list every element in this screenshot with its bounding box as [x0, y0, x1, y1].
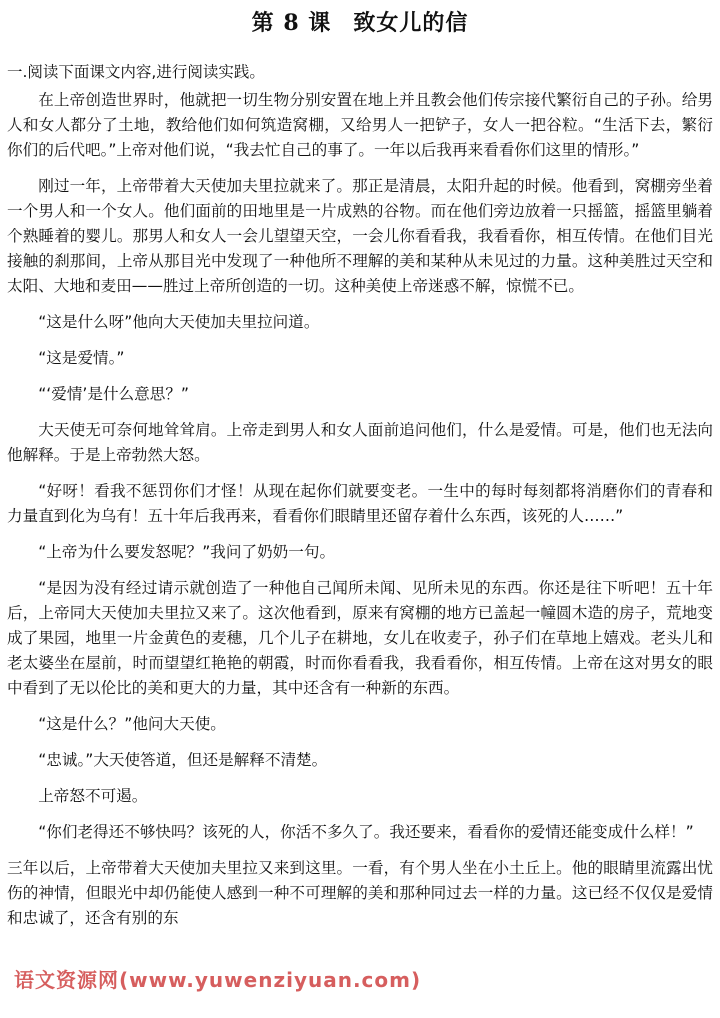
page-title [0, 6, 720, 37]
lesson-name: 致女儿的信 [353, 10, 469, 36]
paragraph: 上帝怒不可遏。 [38, 787, 148, 805]
paragraph: 大天使无可奈何地耸耸肩。上帝走到男人和女人面前追问他们，什么是爱情。可是，他们也无法向他解释。于是上帝勃然大怒。 [7, 421, 713, 464]
paragraph: “‘爱情’是什么意思？” [38, 385, 190, 403]
reading-text [7, 88, 713, 942]
paragraph: “上帝为什么要发怒呢？”我问了奶奶一句。 [38, 543, 336, 561]
paragraph: 在上帝创造世界时，他就把一切生物分别安置在地上并且教会他们传宗接代繁衍自己的子孙。给男人和女人都分了土地，教给他们如何筑造窝棚，又给男人一把铲子，女人一把谷粒。“生活下去，繁衍你们的后代吧。”上帝对他们说，“我去忙自己的事了。一年以后我再来看看你们这里的情形。” [7, 91, 713, 159]
paragraph: “这是什么？”他问大天使。 [38, 715, 226, 733]
lesson-number: 第 8 课 [251, 10, 332, 36]
watermark: 语文资源网(www.yuwenziyuan.com) [14, 968, 422, 992]
paragraph: 三年以后，上帝带着大天使加夫里拉又来到这里。一看，有个男人坐在小土丘上。他的眼睛里流露出忧伤的神情，但眼光中却仍能使人感到一种不可理解的美和那种同过去一样的力量。这已经不仅仅是爱情和忠诚了，还含有别的东 [7, 859, 713, 927]
paragraph: 刚过一年，上帝带着大天使加夫里拉就来了。那正是清晨，太阳升起的时候。他看到，窝棚旁坐着一个男人和一个女人。他们面前的田地里是一片成熟的谷物。而在他们旁边放着一只摇篮，摇篮里躺着个熟睡着的婴儿。那男人和女人一会儿望望天空，一会儿你看看我，我看看你，相互传情。在他们目光接触的刹那间，上帝从那目光中发现了一种他所不理解的美和某种从未见过的力量。这种美胜过天空和太阳、大地和麦田——胜过上帝所创造的一切。这种美使上帝迷惑不解，惊慌不已。 [7, 177, 713, 295]
paragraph: “你们老得还不够快吗？该死的人，你活不多久了。我还要来，看看你的爱情还能变成什么样！” [38, 823, 694, 841]
paragraph: “是因为没有经过请示就创造了一种他自己闻所未闻、见所未见的东西。你还是往下听吧！五十年后，上帝同大天使加夫里拉又来了。这次他看到，原来有窝棚的地方已盖起一幢圆木造的房子，荒地变成了果园，地里一片金黄色的麦穗，几个儿子在耕地，女儿在收麦子，孙子们在草地上嬉戏。老头儿和老太婆坐在屋前，时而望望红艳艳的朝霞，时而你看看我，我看看你，相互传情。上帝在这对男女的眼中看到了无以伦比的美和更大的力量，其中还含有一种新的东西。 [7, 579, 713, 697]
paragraph: “这是爱情。” [38, 349, 125, 367]
paragraph: “好呀！看我不惩罚你们才怪！从现在起你们就要变老。一生中的每时每刻都将消磨你们的青春和力量直到化为乌有！五十年后我再来，看看你们眼睛里还留存着什么东西，该死的人……” [7, 482, 713, 525]
paragraph: “这是什么呀”他向大天使加夫里拉问道。 [38, 313, 320, 331]
reading-instruction: 一.阅读下面课文内容,进行阅读实践。 [7, 63, 265, 81]
paragraph: “忠诚。”大天使答道，但还是解释不清楚。 [38, 751, 328, 769]
